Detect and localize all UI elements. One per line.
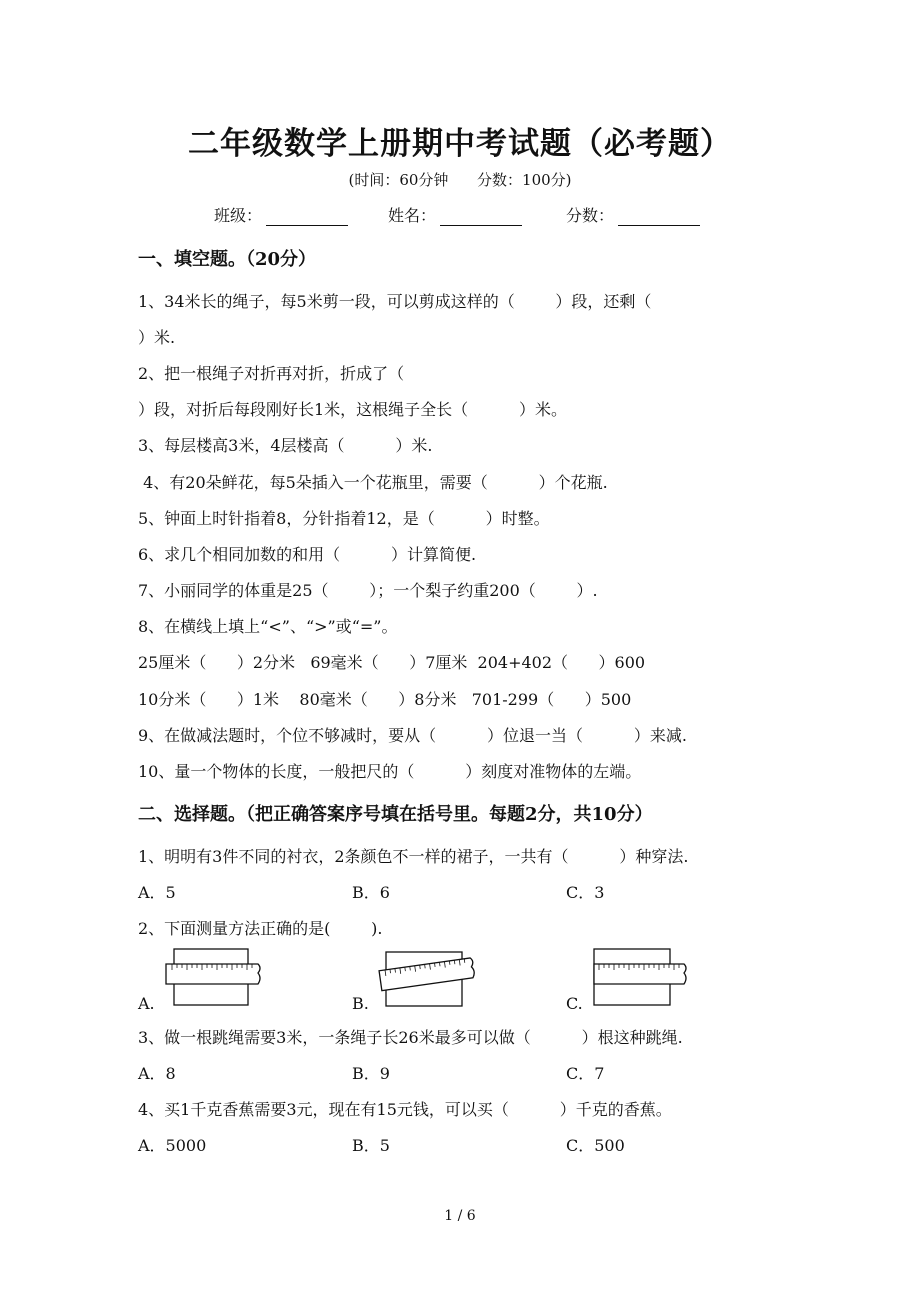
option-a[interactable]: A．8 [138, 1064, 176, 1083]
question-line: 6、求几个相同加数的和用（ ）计算简便. [138, 545, 477, 564]
page-title: 二年级数学上册期中考试题（必考题） [188, 126, 732, 162]
class-label: 班级： [214, 206, 263, 225]
question-line: ）米. [138, 328, 176, 347]
score-field [566, 203, 700, 226]
question-line: ）段，对折后每段刚好长1米，这根绳子全长（ ）米。 [138, 400, 568, 419]
question-line: 10、量一个物体的长度，一般把尺的（ ）刻度对准物体的左端。 [138, 762, 642, 781]
question-line: 3、每层楼高3米，4层楼高（ ）米. [138, 436, 433, 455]
class-field [214, 203, 348, 226]
option-a[interactable]: A．5000 [138, 1136, 207, 1155]
section1-heading: 一、填空题。（20分） [138, 249, 317, 270]
ruler-image-a [164, 946, 264, 1008]
score-label: 分数： [566, 206, 615, 225]
question-line: 2、把一根绳子对折再对折，折成了（ [138, 364, 405, 383]
option-c[interactable]: C．3 [566, 883, 605, 902]
option-b[interactable]: B．9 [352, 1064, 390, 1083]
name-field [388, 203, 522, 226]
question-line: 8、在横线上填上“<”、“>”或“=”。 [138, 617, 398, 636]
question-line: 10分米（ ）1米 80毫米（ ）8分米 701-299（ ）500 [138, 690, 632, 709]
choice-question-3: 3、做一根跳绳需要3米，一条绳子长26米最多可以做（ ）根这种跳绳. [138, 1028, 683, 1047]
option-c[interactable]: C. [566, 994, 583, 1013]
ruler-image-c [590, 946, 690, 1008]
class-blank[interactable] [266, 209, 348, 226]
page-number: 1 / 6 [444, 1208, 476, 1224]
option-a[interactable]: A．5 [138, 883, 176, 902]
name-label: 姓名： [388, 206, 437, 225]
option-a[interactable]: A. [138, 994, 155, 1013]
option-c[interactable]: C．7 [566, 1064, 605, 1083]
option-b[interactable]: B．5 [352, 1136, 390, 1155]
option-b[interactable]: B. [352, 994, 369, 1013]
question-line: 4、有20朵鲜花，每5朵插入一个花瓶里，需要（ ）个花瓶. [138, 473, 608, 492]
question-line: 1、34米长的绳子，每5米剪一段，可以剪成这样的（ ）段，还剩（ [138, 292, 652, 311]
choice-question-4: 4、买1千克香蕉需要3元，现在有15元钱，可以买（ ）千克的香蕉。 [138, 1100, 672, 1119]
choice-question-1: 1、明明有3件不同的衬衣，2条颜色不一样的裙子，一共有（ ）种穿法. [138, 847, 689, 866]
score-blank[interactable] [618, 209, 700, 226]
question-line: 25厘米（ ）2分米 69毫米（ ）7厘米 204+402（ ）600 [138, 653, 646, 672]
section2-heading: 二、选择题。（把正确答案序号填在括号里。每题2分，共10分） [138, 804, 653, 825]
question-line: 5、钟面上时针指着8，分针指着12，是（ ）时整。 [138, 509, 550, 528]
question-line: 7、小丽同学的体重是25（ ）；一个梨子约重200（ ）. [138, 581, 598, 600]
option-c[interactable]: C．500 [566, 1136, 625, 1155]
choice-question-2: 2、下面测量方法正确的是( ). [138, 919, 383, 938]
ruler-image-b [376, 944, 480, 1010]
name-blank[interactable] [440, 209, 522, 226]
option-b[interactable]: B．6 [352, 883, 390, 902]
question-line: 9、在做减法题时，个位不够减时，要从（ ）位退一当（ ）来减. [138, 726, 687, 745]
exam-subtitle: (时间：60分钟 分数：100分) [348, 171, 572, 189]
